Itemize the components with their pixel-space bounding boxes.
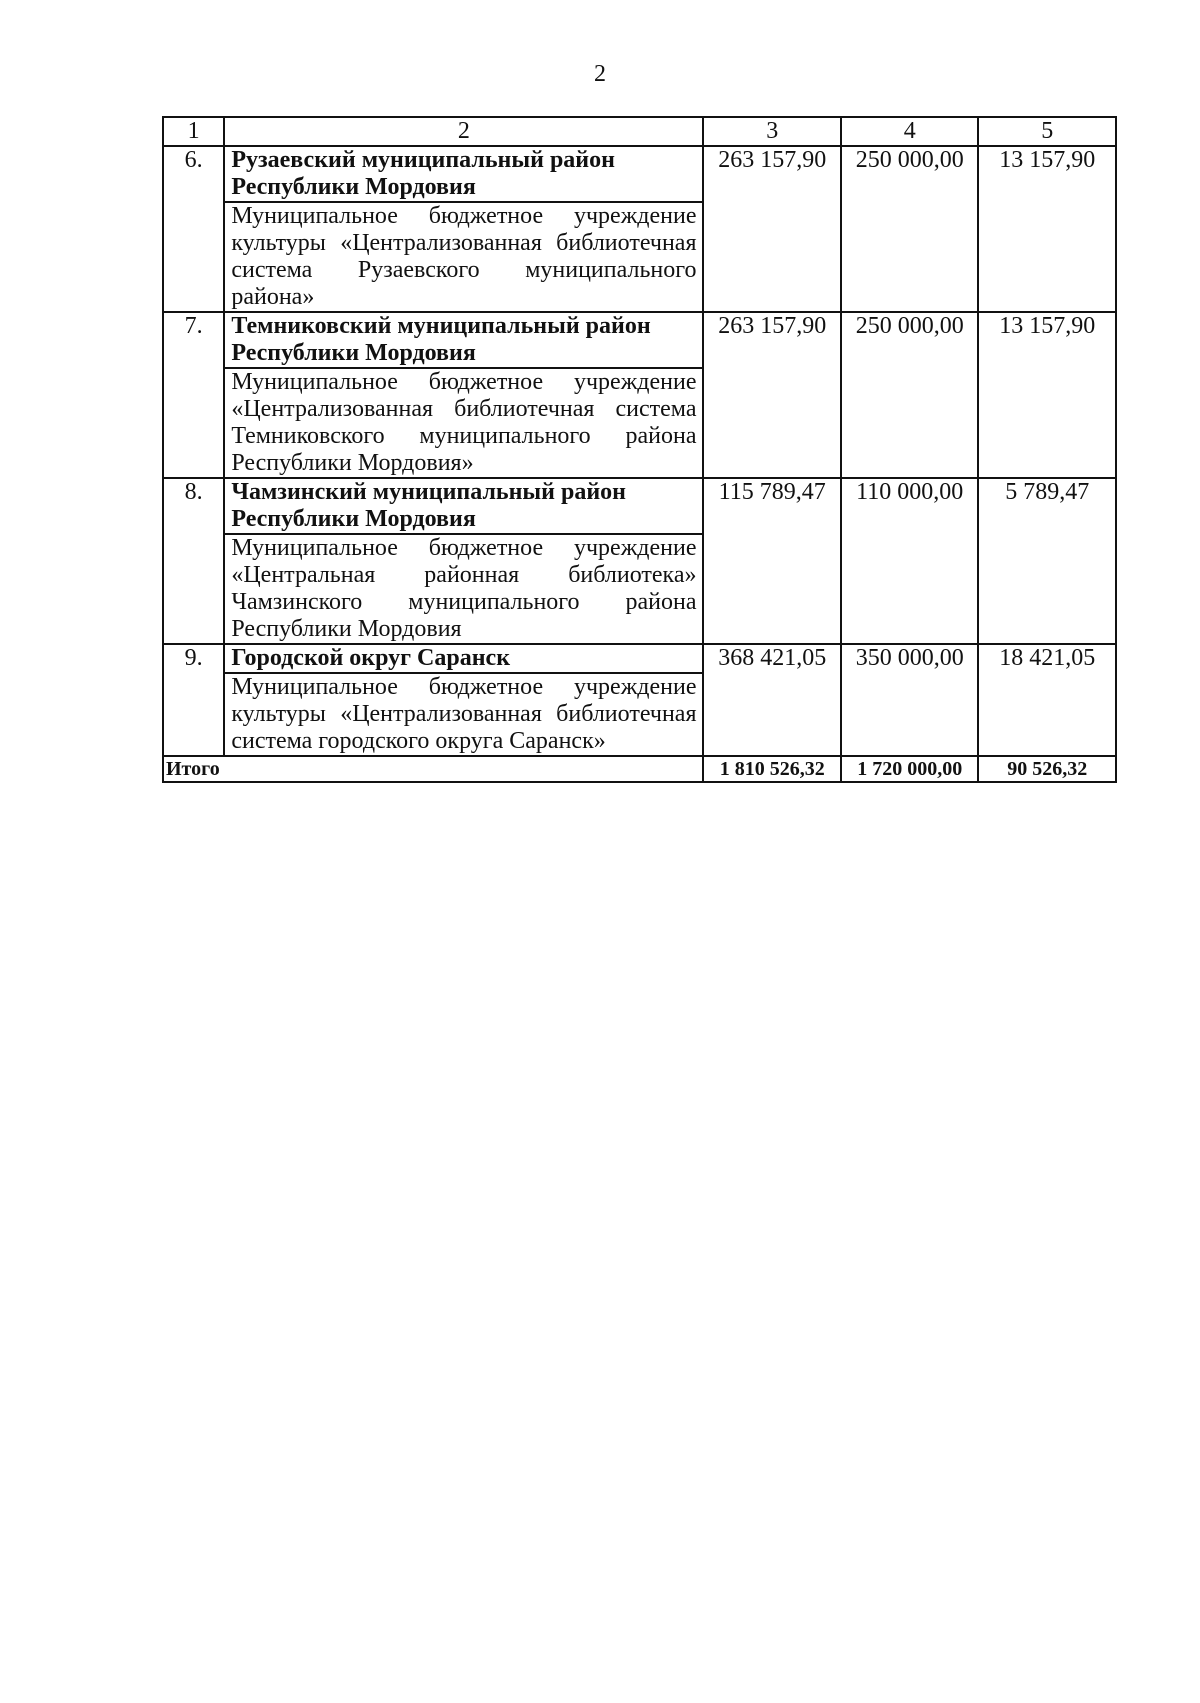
- table-row: [163, 146, 1116, 202]
- table-row: [163, 312, 1116, 368]
- row-number: 9.: [163, 644, 224, 756]
- amount-col5: 5 789,47: [978, 478, 1116, 644]
- row-number: 6.: [163, 146, 224, 312]
- amount-col4: 110 000,00: [841, 478, 979, 644]
- page-number: 2: [594, 61, 606, 87]
- table-header-row: [163, 117, 1116, 146]
- total-col4: 1 720 000,00: [841, 756, 979, 782]
- row-number: 8.: [163, 478, 224, 644]
- amount-col3: 115 789,47: [703, 478, 841, 644]
- district-name: Чамзинский муниципальный район Республики Мордовия: [224, 478, 703, 534]
- district-name: Темниковский муниципальный район Республики Мордовия: [224, 312, 703, 368]
- table-row: [163, 478, 1116, 534]
- header-cell-3: 3: [703, 117, 841, 146]
- amount-col5: 13 157,90: [978, 312, 1116, 478]
- amount-col3: 368 421,05: [703, 644, 841, 756]
- amount-col5: 13 157,90: [978, 146, 1116, 312]
- institution-name: Муниципальное бюджетное учреждение культуры «Централизованная библиотечная система Рузаевского муниципального района»: [224, 202, 703, 312]
- district-name: Городской округ Саранск: [224, 644, 703, 673]
- total-col5: 90 526,32: [978, 756, 1116, 782]
- total-label: Итого: [163, 756, 703, 782]
- amount-col5: 18 421,05: [978, 644, 1116, 756]
- header-cell-5: 5: [978, 117, 1116, 146]
- row-number: 7.: [163, 312, 224, 478]
- total-col3: 1 810 526,32: [703, 756, 841, 782]
- header-cell-2: 2: [224, 117, 703, 146]
- institution-name: Муниципальное бюджетное учреждение «Центральная районная библиотека» Чамзинского муниципального района Республики Мордовия: [224, 534, 703, 644]
- amount-col3: 263 157,90: [703, 312, 841, 478]
- institution-name: Муниципальное бюджетное учреждение «Централизованная библиотечная система Темниковского муниципального района Республики Мордовия»: [224, 368, 703, 478]
- amount-col4: 250 000,00: [841, 312, 979, 478]
- amount-col4: 250 000,00: [841, 146, 979, 312]
- amount-col3: 263 157,90: [703, 146, 841, 312]
- budget-table: [162, 116, 1117, 783]
- header-cell-1: 1: [163, 117, 224, 146]
- amount-col4: 350 000,00: [841, 644, 979, 756]
- header-cell-4: 4: [841, 117, 979, 146]
- budget-table-container: [162, 116, 1117, 783]
- institution-name: Муниципальное бюджетное учреждение культуры «Централизованная библиотечная система городского округа Саранск»: [224, 673, 703, 756]
- district-name: Рузаевский муниципальный район Республики Мордовия: [224, 146, 703, 202]
- total-row: [163, 756, 1116, 782]
- table-row: [163, 644, 1116, 673]
